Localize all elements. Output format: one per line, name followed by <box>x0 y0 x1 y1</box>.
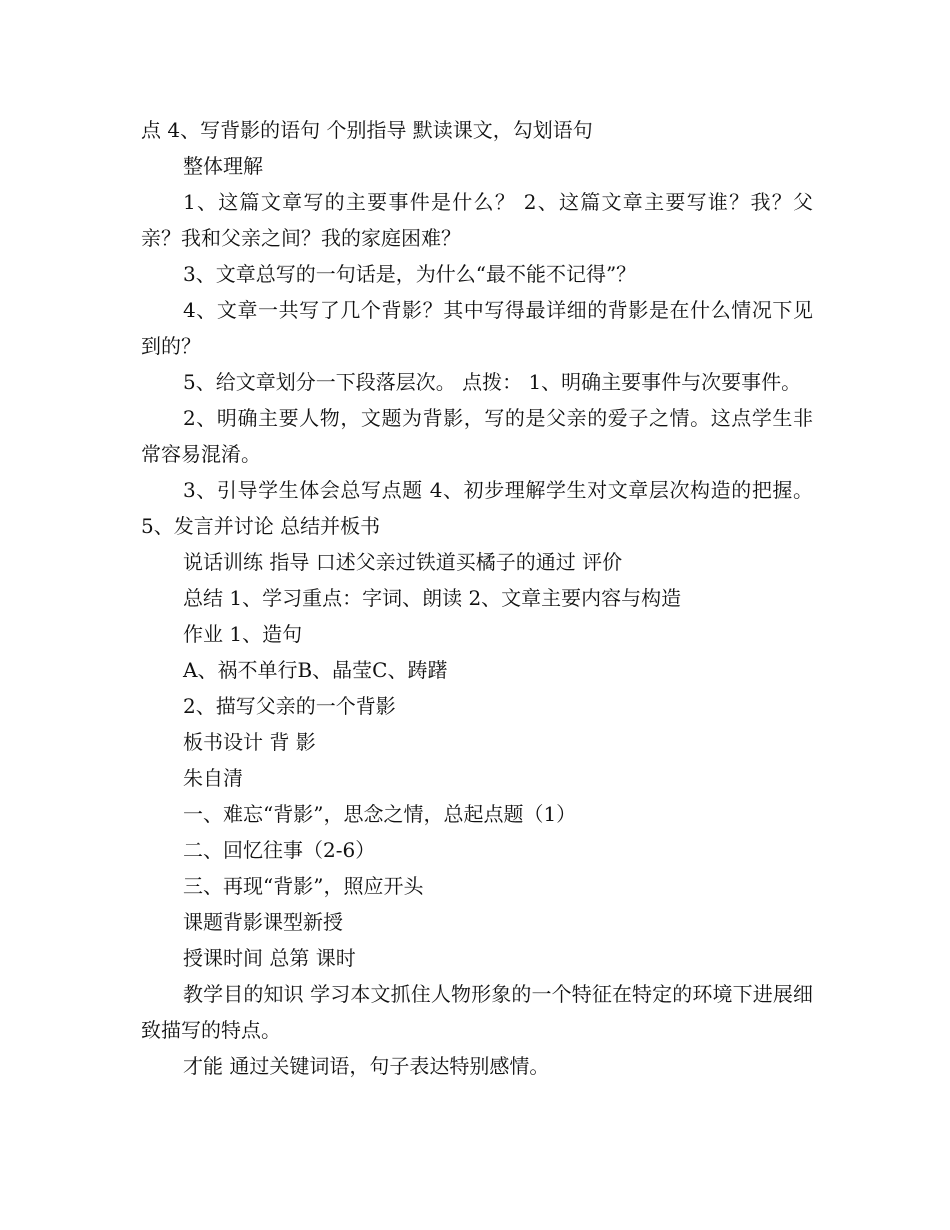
text-paragraph: 1、这篇文章写的主要事件是什么？ 2、这篇文章主要写谁？我？父亲？我和父亲之间？我的家庭困难？ <box>141 190 813 250</box>
text-paragraph: 作业 1、造句 <box>183 622 303 646</box>
section-heading: 整体理解 <box>183 154 263 178</box>
text-paragraph: 三、再现“背影”，照应开头 <box>183 874 424 898</box>
text-paragraph: 课题背影课型新授 <box>183 910 343 934</box>
text-paragraph: 总结 1、学习重点：字词、朗读 2、文章主要内容与构造 <box>183 586 682 610</box>
text-paragraph: 3、文章总写的一句话是，为什么“最不能不记得”？ <box>183 262 637 286</box>
text-paragraph: 说话训练 指导 口述父亲过铁道买橘子的通过 评价 <box>183 550 623 574</box>
text-paragraph: 一、难忘“背影”，思念之情，总起点题（1） <box>183 802 577 826</box>
text-paragraph: 4、文章一共写了几个背影？其中写得最详细的背影是在什么情况下见到的？ <box>141 298 813 358</box>
text-paragraph: A、祸不单行B、晶莹C、踌躇 <box>183 658 448 682</box>
text-paragraph: 教学目的知识 学习本文抓住人物形象的一个特征在特定的环境下进展细致描写的特点。 <box>141 982 813 1042</box>
text-paragraph: 2、描写父亲的一个背影 <box>183 694 396 718</box>
text-paragraph: 授课时间 总第 课时 <box>183 946 356 970</box>
text-paragraph: 2、明确主要人物，文题为背影，写的是父亲的爱子之情。这点学生非常容易混淆。 <box>141 406 813 466</box>
text-paragraph: 朱自清 <box>183 766 243 790</box>
text-paragraph: 板书设计 背 影 <box>183 730 316 754</box>
text-paragraph: 二、回忆往事（2-6） <box>183 838 376 862</box>
text-paragraph: 5、给文章划分一下段落层次。 点拨： 1、明确主要事件与次要事件。 <box>183 370 802 394</box>
text-line: 点 4、写背影的语句 个别指导 默读课文，勾划语句 <box>141 118 593 142</box>
text-paragraph: 才能 通过关键词语，句子表达特别感情。 <box>183 1054 550 1078</box>
text-paragraph: 3、引导学生体会总写点题 4、初步理解学生对文章层次构造的把握。 5、发言并讨论 总结并板书 <box>141 478 820 538</box>
document-body <box>141 112 820 1084</box>
